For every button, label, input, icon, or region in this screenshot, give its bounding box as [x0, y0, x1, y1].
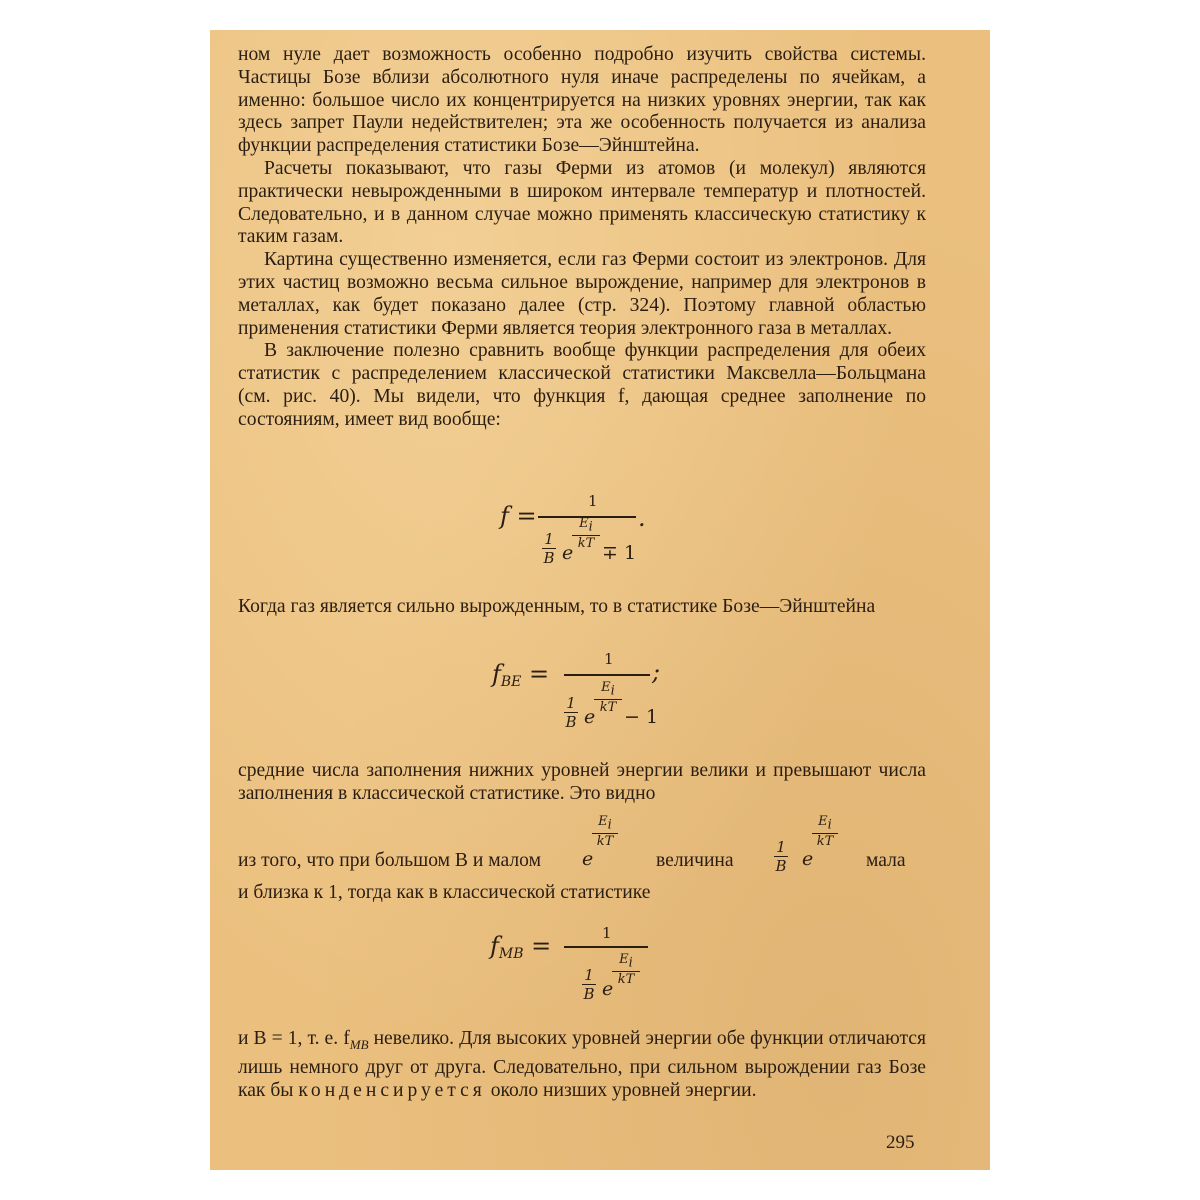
formula-f-coeff: [542, 530, 556, 567]
formula-f-exponent: [572, 516, 600, 551]
inline-exp-num: E: [598, 814, 608, 829]
text-block-middle: [238, 596, 926, 619]
formula-fmb-exp-base: e: [602, 978, 614, 1000]
paragraph-8-start: и B = 1, т. е. f: [238, 1028, 350, 1049]
formula-fmb-lhs: f: [490, 932, 499, 960]
paragraph-8-sub: MB: [349, 1036, 369, 1052]
formula-fmb-exp-num: E: [619, 952, 629, 967]
formula-fbe-exp-base: e: [584, 706, 596, 728]
inline-exp-num-sub: i: [607, 817, 612, 833]
formula-fbe: $f_{BE}$ = 1 ; $\frac{1}{B}$ e $E_i$ kT − 1: [492, 650, 661, 731]
text-block-classic: [238, 882, 926, 905]
text-block-bottom: [238, 1028, 926, 1102]
formula-fbe-exponent: [594, 680, 622, 715]
formula-fbe-end: ;: [652, 658, 661, 686]
formula-fbe-coeff-num: 1: [566, 694, 576, 712]
formula-f-tail: ∓ 1: [602, 542, 637, 564]
formula-fmb-exp-den: kT: [612, 971, 640, 987]
formula-fbe-exp-num: E: [601, 680, 611, 695]
paragraph-1: ном нуле дает возможность особенно подробно изучить свойства системы. Частицы Бозе вблизи абсолютного нуля иначе распределены по ячейкам, а именно: большое число их концентрируется на низких уровнях энергии, так как здесь запрет Паули недействителен; эта же особенность получается из анализа функции распределения статистики Бозе—Эйнштейна.: [238, 44, 926, 157]
inline-coeff-exp-term: [774, 814, 844, 874]
paragraph-5: Когда газ является сильно вырожденным, то в статистике Бозе—Эйнштейна: [238, 596, 876, 617]
inline-coeff-exp-num: E: [818, 814, 828, 829]
inline-coeff-exp-base: e: [802, 848, 814, 870]
formula-f-exp-num-sub: i: [588, 519, 593, 535]
paragraph-6: средние числа заполнения нижних уровней энергии велики и превышают числа заполнения в классической статистике. Это видно: [238, 760, 926, 804]
inline-part-3: мала: [866, 850, 906, 871]
book-page: [210, 30, 990, 1170]
inline-coeff-exponent: [812, 814, 838, 849]
formula-fbe-fraction-bar: [564, 674, 650, 676]
formula-fmb: $f_{MB}$ = 1 $\frac{1}{B}$ e $E_i$ kT: [490, 930, 670, 1010]
formula-f-coeff-den: B: [543, 549, 555, 567]
formula-fmb-lhs-sub: MB: [498, 946, 524, 962]
inline-coeff-den: B: [775, 857, 787, 875]
formula-fbe-lhs: f: [492, 660, 501, 688]
formula-fmb-coeff: [582, 966, 596, 1003]
inline-exp-term: [582, 814, 622, 874]
inline-part-1: из того, что при большом B и малом: [238, 850, 542, 871]
formula-fmb-exp-num-sub: i: [628, 955, 633, 971]
paragraph-3: Картина существенно изменяется, если газ Ферми состоит из электронов. Для этих частиц возможно весьма сильное вырождение, например для электронов в металлах, как будет показано далее (стр. 324). Поэтому главной областью применения статистики Ферми является теория электронного газа в металлах.: [238, 249, 926, 339]
formula-f-coeff-num: 1: [544, 530, 554, 548]
formula-fmb-exponent: [612, 952, 640, 987]
formula-f: f = 1 . $\frac{1}{B}$ e $E_i$ kT ∓ 1: [500, 492, 646, 567]
paragraph-8-spaced: конденсируется: [298, 1079, 486, 1101]
paragraph-8-rest: невелико. Для высоких уровней энергии обе функции отличаются лишь немного друг от друга. Следовательно, при сильном вырождении газ Бозе как бы: [238, 1028, 926, 1101]
inline-coeff-exp-num-sub: i: [827, 817, 832, 833]
inline-exp-den: kT: [592, 833, 618, 849]
paragraph-8-end: около низших уровней энергии.: [485, 1079, 757, 1101]
text-block-top: [238, 44, 926, 432]
formula-fbe-exp-den: kT: [594, 699, 622, 715]
formula-f-numerator: 1: [588, 492, 598, 510]
formula-fmb-coeff-den: B: [583, 985, 595, 1003]
formula-f-lhs: f: [500, 502, 509, 530]
paragraph-4: В заключение полезно сравнить вообще функции распределения для обеих статистик с распределением классической статистики Максвелла—Больцмана (см. рис. 40). Мы видели, что функция f, дающая среднее заполнение по состояниям, имеет вид вообще:: [238, 340, 926, 430]
formula-f-exp-den: kT: [572, 535, 600, 551]
formula-fmb-coeff-num: 1: [584, 966, 594, 984]
text-block-lower: [238, 760, 926, 806]
inline-coeff-exp-den: kT: [812, 833, 838, 849]
inline-part-2: величина: [656, 850, 734, 871]
inline-formula-line: [238, 814, 926, 884]
inline-coeff-num: 1: [776, 838, 786, 856]
paragraph-2: Расчеты показывают, что газы Ферми из атомов (и молекул) являются практически невырожденными в широком интервале температур и плотностей. Следовательно, и в данном случае можно применять классическую статистику к таким газам.: [238, 157, 926, 248]
formula-fbe-exp-num-sub: i: [610, 683, 615, 699]
formula-fbe-coeff: [564, 694, 578, 731]
formula-f-exp-num: E: [579, 516, 589, 531]
formula-fbe-numerator: 1: [604, 650, 614, 668]
formula-f-exp-base: e: [562, 542, 574, 564]
inline-exponent: [592, 814, 618, 849]
formula-f-end: .: [638, 504, 646, 532]
paragraph-8: [238, 1028, 926, 1102]
page-number: 295: [886, 1132, 915, 1153]
formula-fmb-numerator: 1: [602, 924, 612, 942]
inline-coeff: [774, 838, 788, 875]
inline-exp-base: e: [582, 848, 594, 870]
formula-fbe-tail: − 1: [624, 706, 659, 728]
paragraph-7: и близка к 1, тогда как в классической статистике: [238, 882, 651, 903]
formula-fbe-lhs-sub: BE: [500, 674, 522, 690]
formula-fbe-coeff-den: B: [565, 713, 577, 731]
formula-fmb-fraction-bar: [564, 946, 648, 948]
